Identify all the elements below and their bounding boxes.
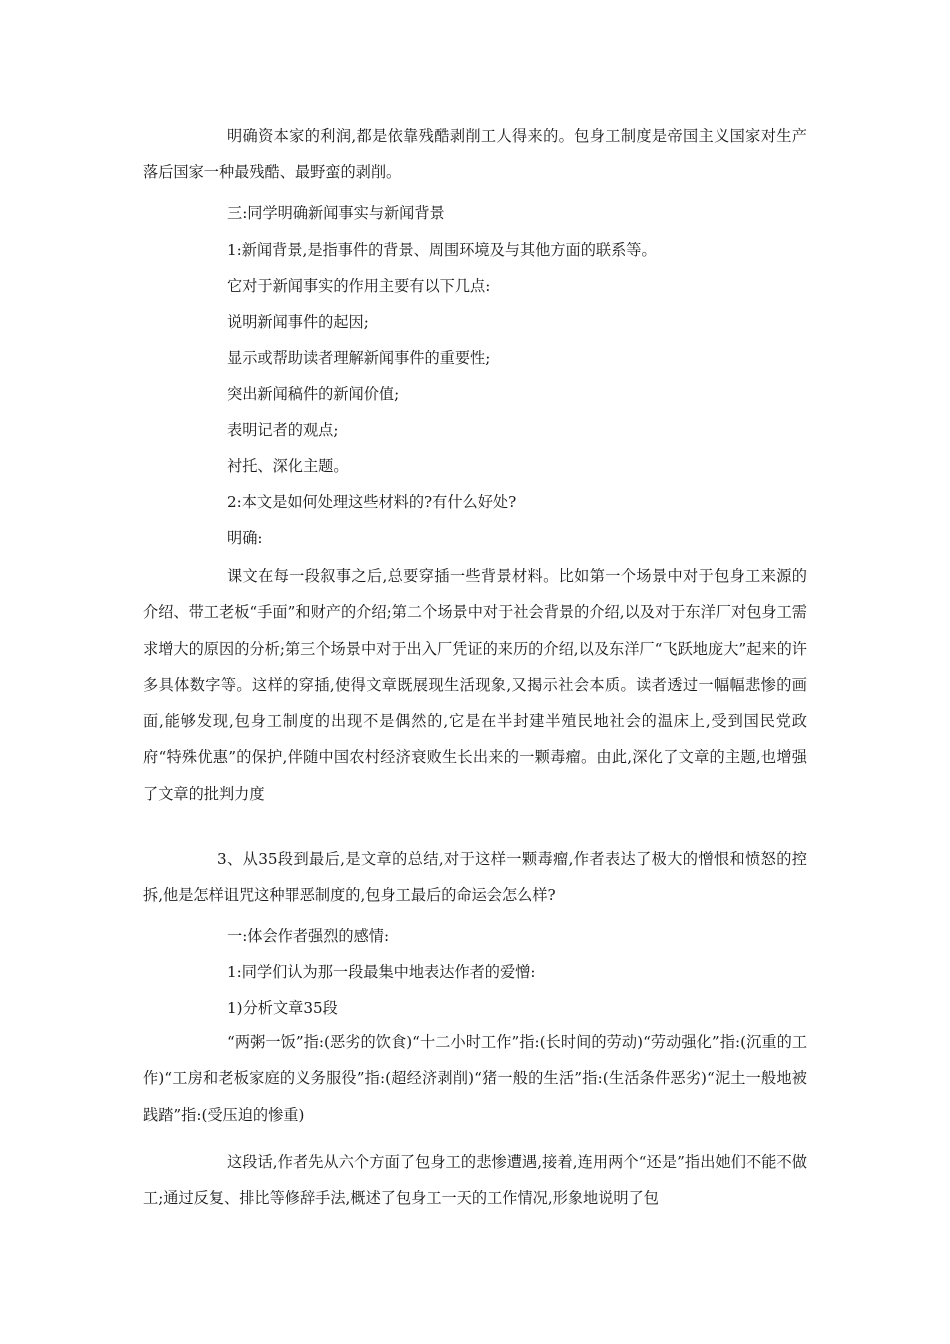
point-functions-intro: 它对于新闻事实的作用主要有以下几点: — [227, 277, 491, 295]
question-material-handling: 2:本文是如何处理这些材料的?有什么好处? — [227, 493, 517, 511]
function-item-cause: 说明新闻事件的起因; — [227, 313, 369, 331]
function-item-theme: 衬托、深化主题。 — [227, 457, 349, 475]
paragraph-summary: 这段话,作者先从六个方面了包身工的悲惨遭遇,接着,连用两个“还是”指出她们不能不做工;通过反复、排比等修辞手法,概述了包身工一天的工作情况,形象地说明了包 — [143, 1153, 807, 1208]
point-most-expressive-paragraph: 1:同学们认为那一段最集中地表达作者的爱憎: — [227, 963, 536, 981]
function-item-value: 突出新闻稿件的新闻价值; — [227, 385, 400, 403]
function-item-importance: 显示或帮助读者理解新闻事件的重要性; — [227, 349, 491, 367]
section-heading-news-background: 三:同学明确新闻事实与新闻背景 — [227, 204, 445, 222]
paragraph-conclusion-question: 3、从35段到最后,是文章的总结,对于这样一颗毒瘤,作者表达了极大的憎恨和愤怒的控拆,他是怎样诅咒这种罪恶制度的,包身工最后的命运会怎么样? — [143, 850, 807, 905]
paragraph-background-analysis: 课文在每一段叙事之后,总要穿插一些背景材料。比如第一个场景中对于包身工来源的介绍、带工老板“手面”和财产的介绍;第二个场景中对于社会背景的介绍,以及对于东洋厂对包身工需求增大的原因的分析;第三个场景中对于出入厂凭证的来历的介绍,以及东洋厂“飞跃地庞大”起来的许多具体数字等。这样的穿插,使得文章既展现生活现象,又揭示社会本质。读者透过一幅幅悲惨的画面,能够发现,包身工制度的出现不是偶然的,它是在半封建半殖民地社会的温床上,受到国民党政府“特殊优惠”的保护,伴随中国农村经济衰败生长出来的一颗毒瘤。由此,深化了文章的主题,也增强了文章的批判力度 — [143, 567, 807, 803]
answer-label: 明确: — [227, 529, 263, 547]
paragraph-phrase-analysis: “两粥一饭”指:(恶劣的饮食)“十二小时工作”指:(长时间的劳动)“劳动强化”指:(沉重的工作)“工房和老板家庭的义务服役”指:(超经济剥削)“猪一般的生活”指:(生活条件恶劣)“泥土一般地被践踏”指:(受压迫的惨重) — [143, 1033, 808, 1124]
point-definition: 1:新闻背景,是指事件的背景、周围环境及与其他方面的联系等。 — [227, 241, 657, 259]
paragraph-profit: 明确资本家的利润,都是依靠残酷剥削工人得来的。包身工制度是帝国主义国家对生产落后国家一种最残酷、最野蛮的剥削。 — [143, 127, 807, 182]
function-item-viewpoint: 表明记者的观点; — [227, 421, 339, 439]
section-heading-feelings: 一:体会作者强烈的感情: — [227, 927, 390, 945]
point-analyze-35: 1)分析文章35段 — [227, 999, 338, 1017]
